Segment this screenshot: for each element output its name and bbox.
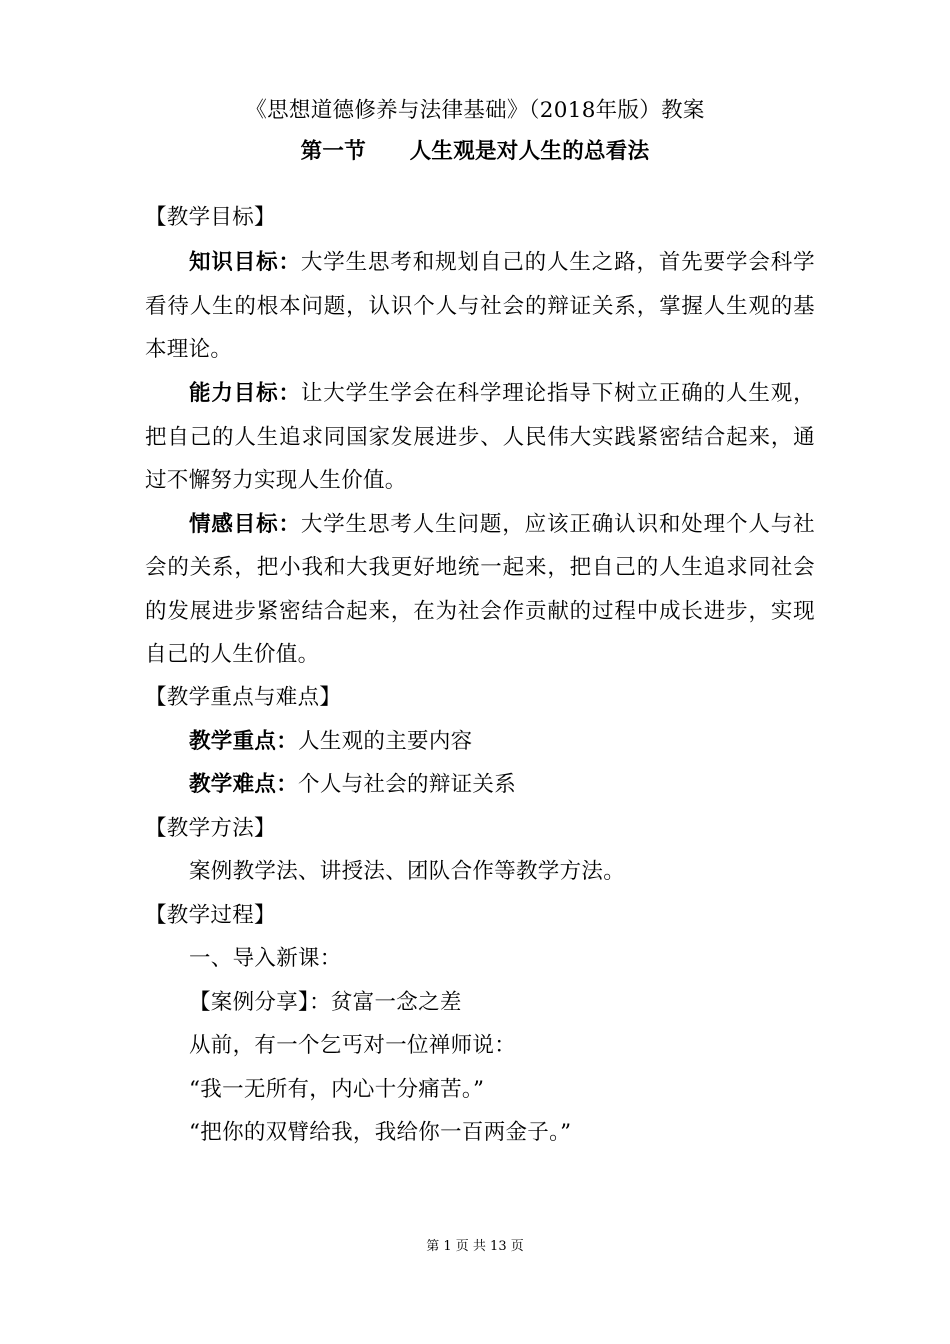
emotion-objective-line-4: 自己的人生价值。 [145, 642, 320, 667]
emotion-objective-text: 大学生思考人生问题，应该正确认识和处理个人与社 [300, 512, 815, 537]
page-indicator: 第 1 页 共 13 页 [426, 1239, 524, 1254]
knowledge-objective-line-2: 看待人生的根本问题，认识个人与社会的辩证关系，掌握人生观的基 [145, 294, 815, 319]
document-header-title: 《思想道德修养与法律基础》（2018年版）教案 [245, 98, 705, 123]
story-line-1: 从前，有一个乞丐对一位禅师说： [189, 1033, 517, 1058]
case-share-title: ：贫富一念之差 [309, 990, 462, 1015]
case-share-label: 【案例分享】 [189, 990, 310, 1015]
intro-heading: 一、导入新课： [189, 946, 342, 971]
teaching-focus-text: 人生观的主要内容 [298, 729, 473, 754]
ability-objective-text: 让大学生学会在科学理论指导下树立正确的人生观， [300, 381, 815, 406]
ability-objective-line-3: 过不懈努力实现人生价值。 [145, 468, 407, 493]
teaching-difficulty-line [189, 770, 859, 800]
teaching-focus-label: 教学重点： [189, 729, 299, 754]
story-line-2: “我一无所有，内心十分痛苦。” [189, 1077, 485, 1102]
objectives-heading: 【教学目标】 [145, 205, 276, 230]
knowledge-objective-label: 知识目标： [189, 250, 301, 275]
ability-objective-line-2: 把自己的人生追求同国家发展进步、人民伟大实践紧密结合起来，通 [145, 425, 815, 450]
ability-objective-label: 能力目标： [189, 381, 301, 406]
keypoints-heading: 【教学重点与难点】 [145, 685, 342, 710]
emotion-objective-line-3: 的发展进步紧密结合起来，在为社会作贡献的过程中成长进步，实现 [145, 599, 815, 624]
methods-text: 案例教学法、讲授法、团队合作等教学方法。 [189, 859, 626, 884]
knowledge-objective-line-1 [189, 248, 815, 278]
emotion-objective-label: 情感目标： [189, 512, 301, 537]
methods-heading: 【教学方法】 [145, 816, 276, 841]
ability-objective-line-1 [189, 379, 815, 409]
section-title: 第一节 人生观是对人生的总看法 [300, 139, 650, 164]
case-share-line [189, 988, 859, 1018]
emotion-objective-line-2: 会的关系，把小我和大我更好地统一起来，把自己的人生追求同社会 [145, 555, 815, 580]
emotion-objective-line-1 [189, 510, 815, 540]
story-line-3: “把你的双臂给我，我给你一百两金子。” [189, 1120, 572, 1145]
process-heading: 【教学过程】 [145, 903, 276, 928]
teaching-difficulty-text: 个人与社会的辩证关系 [298, 772, 517, 797]
knowledge-objective-text: 大学生思考和规划自己的人生之路，首先要学会科学 [300, 250, 815, 275]
teaching-difficulty-label: 教学难点： [189, 772, 299, 797]
teaching-focus-line [189, 727, 859, 757]
knowledge-objective-line-3: 本理论。 [145, 337, 233, 362]
